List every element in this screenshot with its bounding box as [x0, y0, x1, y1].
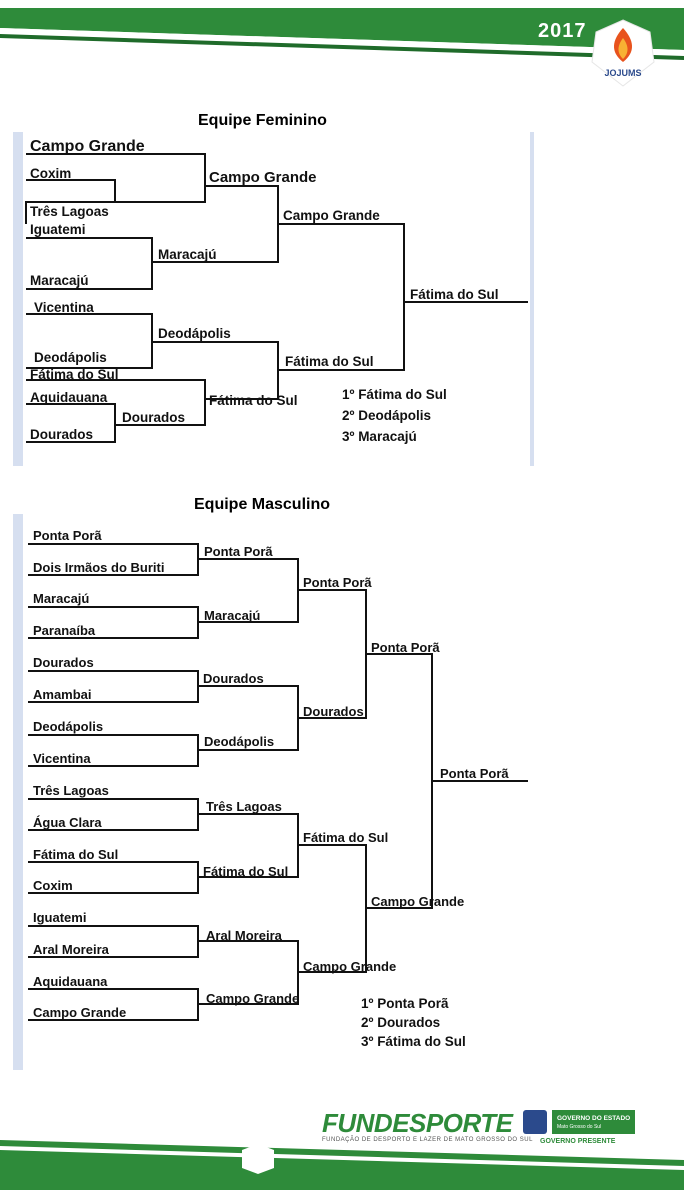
masc-r2-team: Dourados [203, 671, 264, 686]
masc-r2-team: Ponta Porã [204, 544, 273, 559]
jojums-flame-logo [590, 18, 656, 88]
masc-podium-1: 1º Ponta Porã [361, 996, 449, 1011]
footer-band [0, 1140, 684, 1190]
masc-r3-line [298, 590, 366, 718]
masc-r1-team: Fátima do Sul [33, 847, 119, 862]
fem-r2-team: Campo Grande [209, 169, 317, 186]
masc-r1-team: Campo Grande [33, 1005, 127, 1020]
masc-r1-team: Paranaíba [33, 623, 96, 638]
masc-podium-2: 2º Dourados [361, 1015, 441, 1030]
fem-r1-team: Aquidauana [30, 390, 108, 405]
masculino-title: Equipe Masculino [194, 496, 331, 513]
fem-r2-team: Deodápolis [158, 326, 231, 341]
fem-r3-line [278, 224, 404, 370]
fem-r1-team: Fátima do Sul [30, 367, 119, 382]
masc-r3-line [298, 845, 366, 972]
feminino-podium [342, 384, 447, 447]
fem-r1-team: Três Lagoas [30, 204, 109, 219]
fem-r2-team: Maracajú [158, 247, 217, 262]
masc-r2-team: Deodápolis [204, 734, 275, 749]
fem-r1-team: Maracajú [30, 273, 89, 288]
state-crest-icon [523, 1110, 547, 1134]
fem-r2-team: Dourados [122, 410, 186, 425]
masc-r1-team: Maracajú [33, 591, 90, 606]
fem-podium-3: 3º Maracajú [342, 429, 417, 444]
masc-r2-team: Aral Moreira [206, 928, 282, 943]
masc-r2-team: Campo Grande [206, 991, 300, 1006]
masc-r2-team: Três Lagoas [206, 799, 282, 814]
masc-r1-team: Amambai [33, 687, 92, 702]
fem-semi-team: Fátima do Sul [285, 354, 374, 369]
fem-r1-team: Coxim [30, 166, 72, 181]
masc-r1-team: Aral Moreira [33, 942, 109, 957]
masc-r2-team: Maracajú [204, 608, 261, 623]
masc-r3-team: Ponta Porã [303, 575, 372, 590]
fem-r2-team: Fátima do Sul [209, 393, 298, 408]
masculino-podium [361, 994, 466, 1051]
header-year: 2017 [538, 20, 587, 42]
masc-r1-team: Ponta Porã [33, 528, 102, 543]
masc-r1-team: Vicentina [33, 751, 91, 766]
masc-r1-team: Iguatemi [33, 910, 87, 925]
fundesporte-logo: FUNDESPORTE [322, 1108, 513, 1138]
fem-r1-team: Dourados [30, 427, 94, 442]
masc-champion: Ponta Porã [440, 766, 509, 781]
gov-state: Mato Grosso do Sul [557, 1124, 602, 1130]
masc-r1-team: Coxim [33, 878, 73, 893]
masc-r3-team: Fátima do Sul [303, 830, 389, 845]
fem-r2-line [152, 342, 278, 399]
masc-r1-team: Três Lagoas [33, 783, 109, 798]
fem-r1-team: Vicentina [34, 300, 94, 315]
masc-r2-team: Fátima do Sul [203, 864, 289, 879]
feminino-title: Equipe Feminino [198, 112, 327, 129]
masc-r4-team: Campo Grande [371, 894, 465, 909]
fundesporte-subtitle: FUNDAÇÃO DE DESPORTO E LAZER DE MATO GROSSO DO SUL [322, 1137, 533, 1143]
masc-r1-team: Dois Irmãos do Buriti [33, 560, 165, 575]
fem-podium-1: 1º Fátima do Sul [342, 387, 447, 402]
masc-r1-team: Água Clara [33, 815, 102, 830]
logo-text: JOJUMS [604, 68, 642, 78]
masc-r1-team: Aquidauana [33, 974, 108, 989]
fem-r1-team: Campo Grande [30, 138, 145, 155]
masc-r4-team: Ponta Porã [371, 640, 440, 655]
masc-r3-team: Dourados [303, 704, 364, 719]
masc-podium-3: 3º Fátima do Sul [361, 1034, 466, 1049]
fem-r1-team: Deodápolis [34, 350, 107, 365]
fem-r1-team: Iguatemi [30, 222, 86, 237]
fem-champion: Fátima do Sul [410, 287, 499, 302]
masc-r1-team: Deodápolis [33, 719, 104, 734]
masc-r3-team: Campo Grande [303, 959, 397, 974]
fem-semi-team: Campo Grande [283, 208, 380, 223]
fem-podium-2: 2º Deodápolis [342, 408, 431, 423]
masc-r1-team: Dourados [33, 655, 94, 670]
gov-box [552, 1110, 635, 1134]
masc-r4-line [366, 654, 432, 908]
masculino-bracket [0, 514, 684, 1074]
gov-slogan: GOVERNO PRESENTE [540, 1138, 616, 1145]
gov-title: GOVERNO DO ESTADO [557, 1115, 631, 1122]
